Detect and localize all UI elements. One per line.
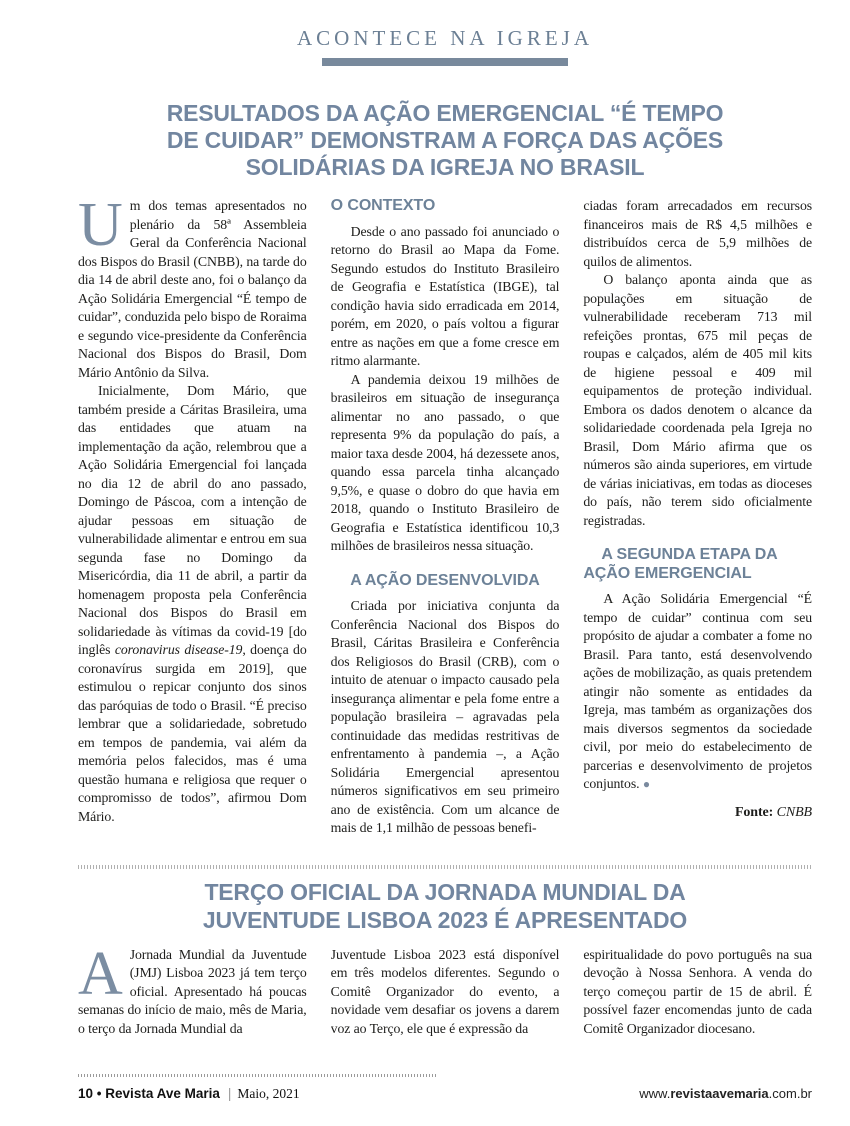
magazine-name: Revista Ave Maria [105,1086,220,1101]
article2-column-2 [331,946,560,1068]
dropcap-a: A [78,945,123,1008]
article2-paragraph-lead [78,946,307,1039]
article1-column-1 [78,197,307,857]
etapa-paragraph-1 [583,590,812,794]
etapa-paragraph-1-text: A Ação Solidária Emergencial “É tempo de cuidar” continua com seu propósito de ajudar a combater a fome no Brasil. Para tanto, está desenvolvendo ações de mobilização, as quais pretendem atingir não somente as entidades da Igreja, mas também as organizações dos mais diversos segmentos da sociedade civil, por meio do estabelecimento de parcerias e desenvolvimento de projetos conjuntos. [583,591,813,792]
section-kicker-text: ACONTECE NA IGREJA [297,26,593,50]
page-footer [78,1074,812,1102]
article-divider-rule [78,865,812,869]
article2-paragraph-lead-text: Jornada Mundial da Juventude (JMJ) Lisboa 2023 já tem terço oficial. Apresentado há poucas semanas do início de maio, mês de Maria, o terço da Jornada Mundial da [78,946,307,1036]
footer-separator: | [227,1086,232,1101]
desenvolvida-paragraph-1: Criada por iniciativa conjunta da Conferência Nacional dos Bispos do Brasil, Cáritas Brasileira e Conferência dos Religiosos do Brasil (CRB), com o intuito de atenuar o impacto causado pela insegurança alimentar e pela fome entre a população brasileira – agravadas pela continuidade das medidas restritivas de enfrentamento à pandemia –, a Ação Solidária Emergencial apresentou números significativos em seu primeiro ano de existência. Com um alcance de mais de 1,1 milhão de pessoas benefi- [330,598,560,836]
article2-paragraph-3: espiritualidade do povo português na sua devoção à Nossa Senhora. A venda do terço começou partir de 15 de abril. É possível fazer encomendas junto de cada Comitê Organizador diocesano. [583,946,813,1036]
url-www: www. [639,1086,671,1101]
article2-columns [78,946,812,1068]
article1-column-2 [331,197,560,857]
source-value: CNBB [776,804,813,820]
article1-paragraph-lead [78,197,307,382]
heading-contexto: O CONTEXTO [330,197,436,215]
article1-paragraph-2-before: Inicialmente, Dom Mário, que também preside a Cáritas Brasileira, uma das entidades que atuam na implementação da ação, relembrou que a Ação Solidária Emergencial foi lançada no dia 12 de abril do ano passado, Domingo de Páscoa, com a intenção de ajudar pessoas em situação de vulnerabilidade alimentar e entrou em sua segunda fase no Domingo da Misericórdia, dia 11 de abril, a partir da homenagem proposta pela Conferência Nacional dos Bispos do Brasil em solidariedade às vítimas da covid-19 [do inglês [78,383,307,658]
contexto-paragraph-2: A pandemia deixou 19 milhões de brasileiros em situação de insegurança alimentar no ano passado, o que representa 9% da população do país, a maior taxa desde 2004, há dezessete anos, quando essa parcela tinha alcançado 9,5%, e quase o dobro do que havia em 2018, quando o Instituto Brasileiro de Geografia e Estatística identificou 10,3 milhões de brasileiros nessa situação. [330,371,560,554]
dropcap-u: U [78,197,123,260]
url-tld: .com.br [768,1086,812,1101]
footer-bullet: • [96,1086,102,1101]
article1-columns [78,197,812,857]
article2-column-3 [583,946,812,1068]
source-label: Fonte: [734,804,774,820]
kicker-underline-bar [322,58,568,66]
article2-column-1 [78,946,307,1068]
article1-paragraph-2-after: , doença do coronavírus surgida em 2019], que estimulou o repicar conjunto dos sinos das paróquias de todo o Brasil. “É preciso lembrar que a solidariedade, sobretudo em tempos de pandemia, vai além da memória pelos falecidos, mas é uma questão humana e religiosa que requer o compromisso de todos”, afirmou Dom Mário. [78,642,307,824]
footer-magazine-info [78,1086,300,1102]
footer-date: Maio, 2021 [237,1086,300,1101]
article1-title: RESULTADOS DA AÇÃO EMERGENCIAL “É TEMPO DE CUIDAR” DEMONSTRAM A FORÇA DAS AÇÕES SOLIDÁRIAS DA IGREJA NO BRASIL [166,100,724,181]
article1-column-3 [583,197,812,857]
article1-paragraph-lead-text: m dos temas apresentados no plenário da 58ª Assembleia Geral da Conferência Nacional dos Bispos do Brasil (CNBB), na tarde do dia 14 de abril deste ano, foi o balanço da Ação Solidária Emergencial “É tempo de cuidar”, conduzida pelo bispo de Roraima e segundo vice-presidente da Conferência Nacional dos Bispos do Brasil, Dom Mário Antônio da Silva. [78,198,307,380]
source-line [583,804,812,823]
heading-segunda-etapa: A SEGUNDA ETAPA DA AÇÃO EMERGENCIAL [583,546,778,582]
url-domain: revistaavemaria [670,1086,769,1101]
footer-rule [78,1074,438,1077]
article1-paragraph-2-italic: coronavirus disease-19 [114,642,243,658]
end-of-article-bullet: ● [642,777,650,792]
article2-title: TERÇO OFICIAL DA JORNADA MUNDIAL DA JUVENTUDE LISBOA 2023 É APRESENTADO [202,879,688,933]
magazine-website-url [639,1086,812,1101]
column3-paragraph-2: O balanço aponta ainda que as populações em situação de vulnerabilidade receberam 713 mil refeições prontas, 675 mil peças de roupas e calçados, além de 405 mil kits de higiene pessoal e 409 mil equipamentos de proteção individual. Embora os dados denotem o alcance da solidariedade coordenada pela Igreja no Brasil, Dom Mário afirma que os números são ainda superiores, em virtude de várias iniciativas, em todas as dioceses do país, não terem sido oficialmente registradas. [583,272,813,528]
article2-paragraph-2: Juventude Lisboa 2023 está disponível em três modelos diferentes. Segundo o Comitê Organizador do evento, a novidade vem desafiar os jovens a darem voz ao Terço, ele que é expressão da [330,946,560,1036]
heading-acao-desenvolvida: A AÇÃO DESENVOLVIDA [350,571,540,589]
contexto-paragraph-1: Desde o ano passado foi anunciado o retorno do Brasil ao Mapa da Fome. Segundo estudos do Instituto Brasileiro de Geografia e Estatística (IBGE), tal condição havia sido erradicada em 2014, porém, em 2020, o país voltou a figurar entre as nações em que a fome cresce em ritmo alarmante. [330,223,560,369]
article1-paragraph-2 [78,382,307,826]
column3-paragraph-1: ciadas foram arrecadados em recursos financeiros mais de R$ 4,5 milhões e distribuídos cerca de 5,9 milhões de quilos de alimentos. [583,198,813,269]
section-kicker [78,26,812,66]
page-number: 10 [78,1086,94,1101]
